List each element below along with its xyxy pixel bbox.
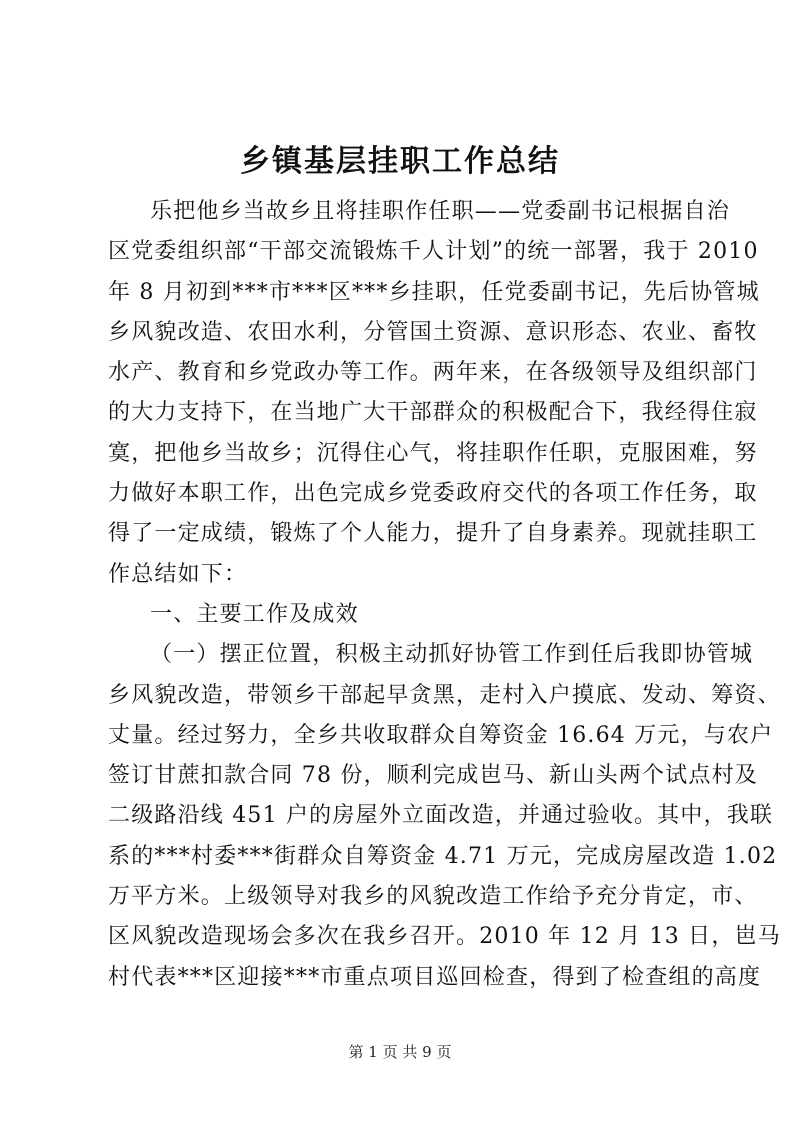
- paragraph-line: 作总结如下：: [108, 561, 248, 587]
- paragraph-line: 水产、教育和乡党政办等工作。两年来，在各级领导及组织部门: [108, 360, 758, 386]
- section-heading: 一、主要工作及成效: [150, 601, 359, 627]
- document-title: 乡镇基层挂职工作总结: [240, 144, 560, 179]
- paragraph-line: 系的***村委***街群众自筹资金 4.71 万元，完成房屋改造 1.02: [108, 843, 778, 869]
- paragraph-line: 乡风貌改造，带领乡干部起早贪黑，走村入户摸底、发动、筹资、: [108, 682, 781, 708]
- paragraph-line: 签订甘蔗扣款合同 78 份，顺利完成岜马、新山头两个试点村及: [108, 763, 758, 789]
- paragraph-line: 区风貌改造现场会多次在我乡召开。2010 年 12 月 13 日，岜马: [108, 924, 781, 950]
- paragraph-line: 村代表***区迎接***市重点项目巡回检查，得到了检查组的高度: [108, 964, 762, 990]
- paragraph-line: （一）摆正位置，积极主动抓好协管工作到任后我即协管城: [150, 642, 754, 668]
- paragraph-line: 区党委组织部“干部交流锻炼千人计划”的统一部署，我于 2010: [108, 239, 759, 265]
- paragraph-line: 年 8 月初到***市***区***乡挂职，任党委副书记，先后协管城: [108, 279, 760, 305]
- paragraph-line: 得了一定成绩，锻炼了个人能力，提升了自身素养。现就挂职工: [108, 521, 758, 547]
- paragraph-line: 二级路沿线 451 户的房屋外立面改造，并通过验收。其中，我联: [108, 803, 774, 829]
- page-footer: 第 1 页 共 9 页: [348, 1043, 452, 1061]
- document-body: [108, 192, 781, 998]
- paragraph-line: 力做好本职工作，出色完成乡党委政府交代的各项工作任务，取: [108, 481, 758, 507]
- paragraph-line: 寞，把他乡当故乡；沉得住心气，将挂职作任职，克服困难，努: [108, 440, 758, 466]
- paragraph-line: 乡风貌改造、农田水利，分管国土资源、意识形态、农业、畜牧: [108, 319, 758, 345]
- paragraph-line: 乐把他乡当故乡且将挂职作任职——党委副书记根据自治: [150, 199, 731, 224]
- paragraph-line: 万平方米。上级领导对我乡的风貌改造工作给予充分肯定，市、: [108, 884, 758, 910]
- paragraph-line: 丈量。经过努力，全乡共收取群众自筹资金 16.64 万元，与农户: [108, 722, 774, 748]
- paragraph-line: 的大力支持下，在当地广大干部群众的积极配合下，我经得住寂: [108, 400, 758, 426]
